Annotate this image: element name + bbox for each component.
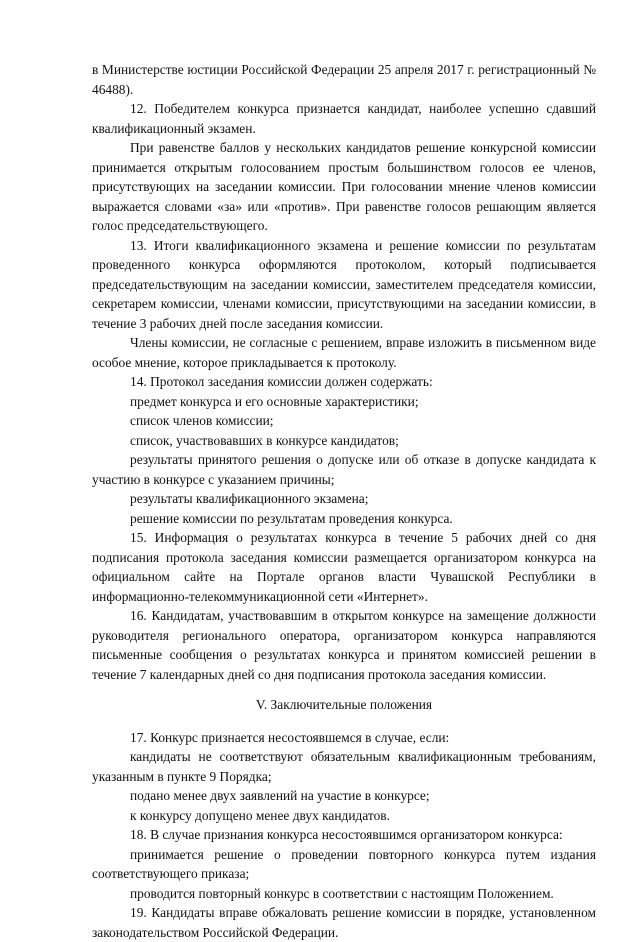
list-item: результаты квалификационного экзамена; [130,491,369,506]
list-item: кандидаты не соответствуют обязательным квалификационным требованиям, указанным в пункте 9 Порядка; [92,749,596,784]
list-item: список, участвовавших в конкурсе кандидатов; [130,432,399,448]
paragraph: 13. Итоги квалификационного экзамена и решение комиссии по результатам проведенного конкурса оформляются протоколом, который подписывается председательствующим на заседании комиссии, заместителем председателя комиссии, секретарем комиссии, членами комиссии, присутствующими на заседании комиссии, в течение 3 рабочих дней после заседания комиссии. [92,237,596,331]
paragraph: Члены комиссии, не согласные с решением, вправе изложить в письменном виде особое мнение, которое прикладывается к протоколу. [92,335,596,370]
paragraph: 14. Протокол заседания комиссии должен содержать: [130,374,433,389]
list-item: список членов комиссии; [130,413,274,428]
section-heading: V. Заключительные положения [255,697,433,712]
list-item: предмет конкурса и его основные характеристики; [130,393,419,409]
list-item: принимается решение о проведении повторного конкурса путем издания соответствующего приказа; [92,846,596,881]
paragraph: 16. Кандидатам, участвовавшим в открытом конкурсе на замещение должности руководителя регионального оператора, организатором конкурса направляются письменные сообщения о результатах конкурса и принятом комиссией решении в течение 7 календарных дней со дня подписания протокола заседания комиссии. [92,608,596,682]
paragraph: 15. Информация о результатах конкурса в течение 5 рабочих дней со дня подписания протокола заседания комиссии размещается организатором конкурса на официальном сайте на Портале органов власти Чувашской Республики в информационно-телекоммуникационной сети «Интернет». [92,530,596,604]
paragraph: 17. Конкурс признается несостоявшемся в случае, если: [130,729,450,745]
list-item: проводится повторный конкурс в соответствии с настоящим Положением. [130,885,554,901]
list-item: решение комиссии по результатам проведения конкурса. [130,510,453,526]
list-item: результаты принятого решения о допуске или об отказе в допуске кандидата к участию в конкурсе с указанием причины; [92,452,596,487]
paragraph: При равенстве баллов у нескольких кандидатов решение конкурсной комиссии принимается открытым голосованием простым большинством голосов ее членов, присутствующих на заседании комиссии. При голосовании мнение членов комиссии выражается словами «за» или «против». При равенстве голосов решающим является голос председательствующего. [92,140,596,233]
paragraph: в Министерстве юстиции Российской Федерации 25 апреля 2017 г. регистрационный № 46488). [92,62,596,97]
list-item: к конкурсу допущено менее двух кандидатов. [130,807,390,823]
paragraph: 12. Победителем конкурса признается кандидат, наиболее успешно сдавший квалификационный экзамен. [92,101,596,136]
list-item: подано менее двух заявлений на участие в конкурсе; [130,788,430,803]
paragraph: 18. В случае признания конкурса несостоявшимся организатором конкурса: [130,827,563,842]
paragraph: 19. Кандидаты вправе обжаловать решение комиссии в порядке, установленном законодательством Российской Федерации. [92,905,596,940]
